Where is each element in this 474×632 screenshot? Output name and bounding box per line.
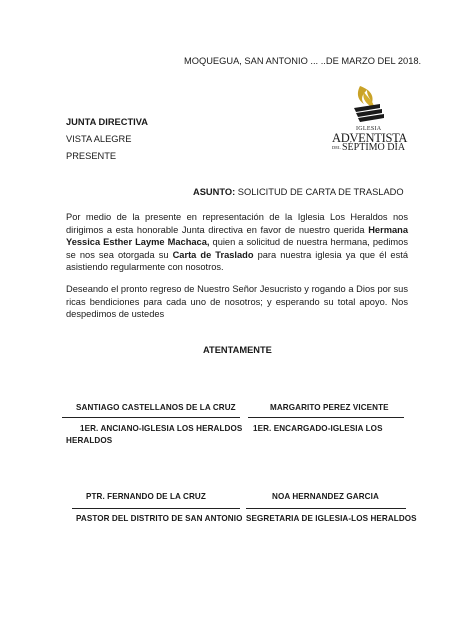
signature-4-line — [246, 508, 406, 509]
subject-line — [193, 186, 404, 198]
flame-book-icon — [330, 84, 410, 126]
signature-1-name: SANTIAGO CASTELLANOS DE LA CRUZ — [76, 403, 236, 412]
subject-text: SOLICITUD DE CARTA DE TRASLADO — [237, 187, 404, 197]
signature-4-title: SEGRETARIA DE IGLESIA-LOS HERALDOS — [246, 514, 417, 523]
closing: ATENTAMENTE — [203, 345, 272, 355]
logo-line3-prefix: DEL — [332, 145, 341, 150]
p1-document: Carta de Traslado — [172, 249, 254, 260]
date-line: MOQUEGUA, SAN ANTONIO ... ..DE MARZO DEL 2018. — [184, 56, 422, 66]
signature-2-title: 1ER. ENCARGADO-IGLESIA LOS — [253, 424, 383, 433]
signature-4-name: NOA HERNANDEZ GARCIA — [272, 492, 379, 501]
body-paragraph-2: Deseando el pronto regreso de Nuestro Señor Jesucristo y rogando a Dios por sus ricas bendiciones para cada uno de nosotros; y esperando su total apoyo. Nos despedimos de ustedes — [66, 284, 408, 320]
logo-line3: SÉPTIMO DÍA — [342, 142, 406, 153]
signature-1-title: 1ER. ANCIANO-IGLESIA LOS HERALDOS — [80, 424, 243, 433]
signature-1-title-cont: HERALDOS — [66, 436, 113, 445]
logo-line2: ADVENTISTA — [332, 131, 408, 145]
signature-3-title: PASTOR DEL DISTRITO DE SAN ANTONIO — [76, 514, 243, 523]
signature-3-name: PTR. FERNANDO DE LA CRUZ — [86, 492, 206, 501]
logo-line1: IGLESIA — [356, 126, 382, 132]
recipient-present: PRESENTE — [66, 151, 117, 161]
subject-label: ASUNTO: — [193, 187, 236, 197]
p1-intro: Por medio de la presente en representación de la Iglesia Los Heraldos nos dirigimos a esta honorable Junta directiva en favor de nuestro querida — [66, 212, 408, 235]
p1-request: quien a solicitud de nuestra hermana, pedimos se nos sea otorgada su — [66, 237, 408, 260]
church-logo — [330, 84, 410, 156]
recipient-place: VISTA ALEGRE — [66, 134, 132, 144]
recipient-title: JUNTA DIRECTIVA — [66, 117, 148, 127]
p1-member-name: Hermana Yessica Esther Layme Machaca, — [66, 224, 408, 248]
p1-end: para nuestra iglesia ya que él está asistiendo regularmente con nosotros. — [66, 249, 409, 273]
signature-1-line — [62, 417, 240, 418]
signature-3-line — [72, 508, 240, 509]
signature-2-name: MARGARITO PEREZ VICENTE — [270, 403, 389, 412]
body-paragraph-1 — [66, 211, 408, 274]
signature-2-line — [248, 417, 404, 418]
